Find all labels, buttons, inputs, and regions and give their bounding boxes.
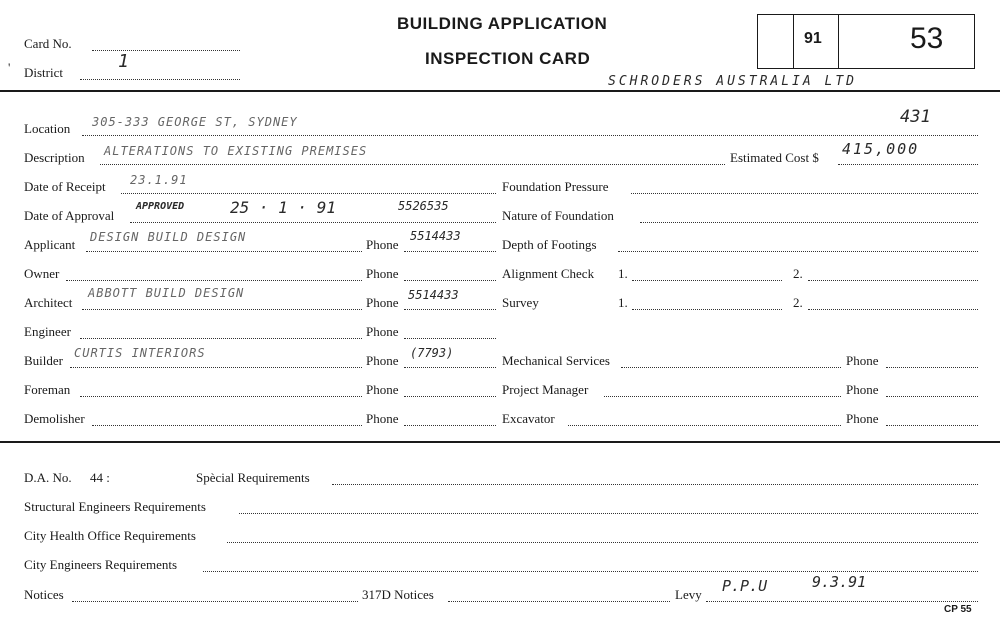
builder-line[interactable] [70, 367, 362, 368]
mechanical-services-label: Mechanical Services [502, 353, 610, 368]
foreman-label: Foreman [24, 382, 71, 397]
da-no-value: 44 : [90, 470, 110, 485]
builder-phone: (7793) [410, 346, 454, 360]
applicant-value: DESIGN BUILD DESIGN [90, 230, 247, 244]
survey-2-label: 2. [793, 295, 803, 310]
district-label: District [24, 65, 63, 80]
engineers-requirements-line[interactable] [203, 571, 978, 572]
structural-requirements-line[interactable] [239, 513, 978, 514]
owner-phone-label: Phone [366, 266, 399, 281]
description-value: ALTERATIONS TO EXISTING PREMISES [104, 144, 368, 158]
applicant-phone-above: 5526535 [398, 199, 449, 213]
alignment-check-1-line[interactable] [632, 280, 782, 281]
health-requirements-label: City Health Office Requirements [24, 528, 196, 543]
special-requirements-label: Spècial Requirements [196, 470, 310, 485]
excavator-line[interactable] [568, 425, 841, 426]
engineer-phone-label: Phone [366, 324, 399, 339]
builder-phone-line[interactable] [404, 367, 496, 368]
location-label: Location [24, 121, 71, 136]
excavator-phone-line[interactable] [886, 425, 978, 426]
nature-of-foundation-line[interactable] [640, 222, 978, 223]
architect-line[interactable] [82, 309, 362, 310]
date-of-receipt-label: Date of Receipt [24, 179, 106, 194]
demolisher-label: Demolisher [24, 411, 85, 426]
owner-line[interactable] [66, 280, 362, 281]
levy-line[interactable] [706, 601, 978, 602]
owner-phone-line[interactable] [404, 280, 496, 281]
structural-requirements-label: Structural Engineers Requirements [24, 499, 206, 514]
demolisher-line[interactable] [92, 425, 362, 426]
engineer-label: Engineer [24, 324, 71, 339]
levy-value: P.P.U [722, 577, 768, 595]
mechanical-services-line[interactable] [621, 367, 841, 368]
levy-label: Levy [675, 587, 702, 602]
date-of-approval-label: Date of Approval [24, 208, 115, 223]
date-of-receipt-line[interactable] [121, 193, 496, 194]
foundation-pressure-label: Foundation Pressure [502, 179, 609, 194]
estimated-cost-label: Estimated Cost $ [730, 150, 819, 165]
estimated-cost-line[interactable] [838, 164, 978, 165]
foundation-pressure-line[interactable] [631, 193, 978, 194]
mechanical-services-phone-label: Phone [846, 353, 879, 368]
notices-line[interactable] [72, 601, 358, 602]
applicant-phone: 5514433 [410, 229, 461, 243]
survey-label: Survey [502, 295, 539, 310]
notices-label: Notices [24, 587, 64, 602]
architect-phone-label: Phone [366, 295, 399, 310]
mechanical-services-phone-line[interactable] [886, 367, 978, 368]
demolisher-phone-line[interactable] [404, 425, 496, 426]
card-number: 53 [910, 22, 944, 55]
date-of-receipt-value: 23.1.91 [130, 173, 188, 187]
form-code: CP 55 [944, 604, 972, 615]
builder-phone-label: Phone [366, 353, 399, 368]
description-line[interactable] [100, 164, 725, 165]
title-building-application: BUILDING APPLICATION [397, 14, 608, 33]
date-of-approval-line[interactable] [130, 222, 496, 223]
survey-2-line[interactable] [808, 309, 978, 310]
foreman-line[interactable] [80, 396, 362, 397]
depth-of-footings-label: Depth of Footings [502, 237, 597, 252]
district-value: 1 [118, 51, 129, 72]
project-manager-label: Project Manager [502, 382, 589, 397]
special-requirements-line[interactable] [332, 484, 978, 485]
location-line[interactable] [82, 135, 978, 136]
notices-317d-line[interactable] [448, 601, 670, 602]
header-divider [0, 90, 1000, 92]
health-requirements-line[interactable] [227, 542, 978, 543]
location-ref: 431 [900, 107, 931, 127]
architect-value: ABBOTT BUILD DESIGN [88, 286, 245, 300]
builder-label: Builder [24, 353, 63, 368]
project-manager-phone-line[interactable] [886, 396, 978, 397]
card-no-line[interactable] [92, 50, 240, 51]
card-year: 91 [804, 30, 822, 47]
owner-label: Owner [24, 266, 60, 281]
project-manager-phone-label: Phone [846, 382, 879, 397]
architect-phone-line[interactable] [404, 309, 496, 310]
architect-label: Architect [24, 295, 73, 310]
depth-of-footings-line[interactable] [618, 251, 978, 252]
levy-date: 9.3.91 [812, 573, 867, 591]
alignment-check-2-line[interactable] [808, 280, 978, 281]
applicant-line[interactable] [86, 251, 362, 252]
excavator-phone-label: Phone [846, 411, 879, 426]
tick-mark: ' [8, 60, 11, 75]
applicant-label: Applicant [24, 237, 76, 252]
company-name: SCHRODERS AUSTRALIA LTD [608, 74, 858, 89]
description-label: Description [24, 150, 85, 165]
da-no-label: D.A. No. [24, 470, 72, 485]
requirements-divider [0, 441, 1000, 443]
engineers-requirements-label: City Engineers Requirements [24, 557, 178, 572]
alignment-check-label: Alignment Check [502, 266, 595, 281]
demolisher-phone-label: Phone [366, 411, 399, 426]
alignment-check-1-label: 1. [618, 266, 628, 281]
applicant-phone-line[interactable] [404, 251, 496, 252]
engineer-line[interactable] [80, 338, 362, 339]
engineer-phone-line[interactable] [404, 338, 496, 339]
excavator-label: Excavator [502, 411, 555, 426]
date-of-approval-value: 25 · 1 · 91 [230, 198, 336, 217]
card-no-label: Card No. [24, 36, 72, 51]
survey-1-label: 1. [618, 295, 628, 310]
builder-value: CURTIS INTERIORS [74, 346, 206, 360]
survey-1-line[interactable] [632, 309, 782, 310]
location-value: 305-333 GEORGE ST, SYDNEY [92, 115, 298, 129]
title-inspection-card: INSPECTION CARD [425, 49, 591, 68]
box-divider-2 [838, 14, 839, 69]
box-divider-1 [793, 14, 794, 69]
notices-317d-label: 317D Notices [362, 587, 434, 602]
nature-of-foundation-label: Nature of Foundation [502, 208, 614, 223]
estimated-cost-value: 415,000 [842, 140, 920, 158]
foreman-phone-line[interactable] [404, 396, 496, 397]
foreman-phone-label: Phone [366, 382, 399, 397]
project-manager-line[interactable] [604, 396, 841, 397]
applicant-phone-label: Phone [366, 237, 399, 252]
alignment-check-2-label: 2. [793, 266, 803, 281]
approved-stamp: APPROVED [136, 201, 185, 212]
district-line[interactable] [80, 79, 240, 80]
architect-phone: 5514433 [408, 288, 459, 302]
